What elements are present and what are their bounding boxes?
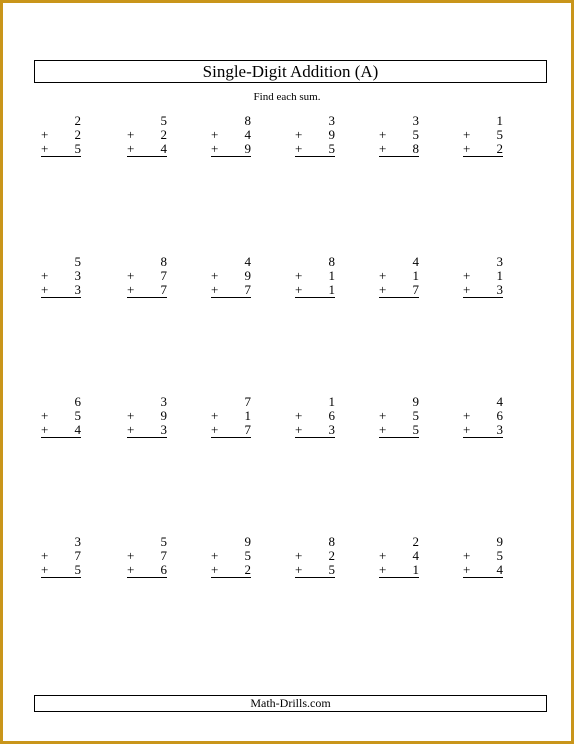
plus-sign: + xyxy=(127,282,135,297)
plus-sign: + xyxy=(463,141,471,156)
addend: 3 xyxy=(496,422,503,437)
addend: 5 xyxy=(496,548,503,563)
addend: 2 xyxy=(412,534,419,549)
addend: 7 xyxy=(160,548,167,563)
addend: 9 xyxy=(244,534,251,549)
addend: 5 xyxy=(74,141,81,156)
plus-sign: + xyxy=(379,408,387,423)
addend: 3 xyxy=(74,268,81,283)
footer-box xyxy=(34,695,547,712)
addend: 1 xyxy=(412,562,419,577)
plus-sign: + xyxy=(211,141,219,156)
addend: 6 xyxy=(160,562,167,577)
addend: 1 xyxy=(412,268,419,283)
addend: 2 xyxy=(244,562,251,577)
problem xyxy=(295,535,335,578)
addend: 3 xyxy=(160,394,167,409)
plus-sign: + xyxy=(463,282,471,297)
addend: 8 xyxy=(160,254,167,269)
addend: 3 xyxy=(74,282,81,297)
addend: 2 xyxy=(160,127,167,142)
addend: 6 xyxy=(496,408,503,423)
addend: 7 xyxy=(74,548,81,563)
addend: 3 xyxy=(328,113,335,128)
addend: 4 xyxy=(74,422,81,437)
worksheet-title-box xyxy=(34,60,547,83)
addend: 7 xyxy=(412,282,419,297)
footer-site: Math-Drills.com xyxy=(250,696,331,710)
addend: 5 xyxy=(74,254,81,269)
plus-sign: + xyxy=(463,408,471,423)
problem xyxy=(295,395,335,438)
plus-sign: + xyxy=(295,408,303,423)
plus-sign: + xyxy=(295,422,303,437)
addend: 2 xyxy=(74,113,81,128)
addend: 5 xyxy=(74,562,81,577)
plus-sign: + xyxy=(379,562,387,577)
plus-sign: + xyxy=(295,268,303,283)
plus-sign: + xyxy=(41,127,49,142)
plus-sign: + xyxy=(463,562,471,577)
addend: 2 xyxy=(328,548,335,563)
problem xyxy=(295,255,335,298)
problem xyxy=(211,255,251,298)
addend: 1 xyxy=(328,394,335,409)
plus-sign: + xyxy=(41,548,49,563)
addend: 5 xyxy=(160,534,167,549)
plus-sign: + xyxy=(379,422,387,437)
plus-sign: + xyxy=(463,422,471,437)
addend: 5 xyxy=(412,422,419,437)
addend: 5 xyxy=(328,562,335,577)
addend: 8 xyxy=(244,113,251,128)
addend: 8 xyxy=(328,534,335,549)
plus-sign: + xyxy=(379,268,387,283)
plus-sign: + xyxy=(127,422,135,437)
plus-sign: + xyxy=(127,562,135,577)
plus-sign: + xyxy=(127,268,135,283)
plus-sign: + xyxy=(127,141,135,156)
addend: 5 xyxy=(160,113,167,128)
plus-sign: + xyxy=(295,562,303,577)
addend: 6 xyxy=(328,408,335,423)
plus-sign: + xyxy=(41,268,49,283)
plus-sign: + xyxy=(127,408,135,423)
problem xyxy=(127,395,167,438)
problem xyxy=(41,255,81,298)
addend: 7 xyxy=(244,422,251,437)
plus-sign: + xyxy=(295,282,303,297)
problem xyxy=(295,114,335,157)
addend: 4 xyxy=(496,562,503,577)
plus-sign: + xyxy=(211,127,219,142)
addend: 1 xyxy=(496,268,503,283)
problem xyxy=(41,114,81,157)
problem xyxy=(41,535,81,578)
addend: 7 xyxy=(244,394,251,409)
addend: 1 xyxy=(496,113,503,128)
plus-sign: + xyxy=(379,141,387,156)
addend: 3 xyxy=(496,282,503,297)
problem xyxy=(127,114,167,157)
addend: 5 xyxy=(328,141,335,156)
problem xyxy=(127,535,167,578)
problem xyxy=(379,395,419,438)
plus-sign: + xyxy=(211,548,219,563)
addend: 9 xyxy=(244,141,251,156)
plus-sign: + xyxy=(41,422,49,437)
addend: 5 xyxy=(412,127,419,142)
problem xyxy=(463,114,503,157)
addend: 7 xyxy=(244,282,251,297)
addend: 5 xyxy=(244,548,251,563)
addend: 1 xyxy=(328,282,335,297)
plus-sign: + xyxy=(211,268,219,283)
addend: 5 xyxy=(496,127,503,142)
addend: 9 xyxy=(496,534,503,549)
problem xyxy=(127,255,167,298)
addend: 3 xyxy=(328,422,335,437)
problem xyxy=(463,535,503,578)
addend: 4 xyxy=(244,254,251,269)
plus-sign: + xyxy=(463,548,471,563)
plus-sign: + xyxy=(41,408,49,423)
plus-sign: + xyxy=(295,548,303,563)
problem xyxy=(41,395,81,438)
instructions: Find each sum. xyxy=(253,91,321,103)
addend: 3 xyxy=(412,113,419,128)
worksheet-title: Single-Digit Addition (A) xyxy=(202,62,379,81)
plus-sign: + xyxy=(211,562,219,577)
addend: 3 xyxy=(160,422,167,437)
problem xyxy=(211,114,251,157)
addend: 6 xyxy=(74,394,81,409)
addend: 9 xyxy=(160,408,167,423)
plus-sign: + xyxy=(211,422,219,437)
addend: 3 xyxy=(74,534,81,549)
plus-sign: + xyxy=(41,562,49,577)
plus-sign: + xyxy=(211,282,219,297)
problem xyxy=(211,535,251,578)
plus-sign: + xyxy=(379,127,387,142)
problem xyxy=(211,395,251,438)
addend: 9 xyxy=(328,127,335,142)
plus-sign: + xyxy=(379,282,387,297)
addend: 3 xyxy=(496,254,503,269)
addend: 4 xyxy=(496,394,503,409)
addend: 2 xyxy=(496,141,503,156)
plus-sign: + xyxy=(295,127,303,142)
addend: 5 xyxy=(74,408,81,423)
addend: 7 xyxy=(160,268,167,283)
plus-sign: + xyxy=(41,282,49,297)
problem xyxy=(463,395,503,438)
plus-sign: + xyxy=(211,408,219,423)
plus-sign: + xyxy=(127,548,135,563)
problem xyxy=(379,255,419,298)
plus-sign: + xyxy=(295,141,303,156)
addend: 1 xyxy=(328,268,335,283)
addend: 4 xyxy=(412,254,419,269)
addend: 5 xyxy=(412,408,419,423)
addend: 2 xyxy=(74,127,81,142)
addend: 9 xyxy=(244,268,251,283)
addend: 4 xyxy=(412,548,419,563)
addend: 1 xyxy=(244,408,251,423)
addend: 4 xyxy=(244,127,251,142)
addend: 9 xyxy=(412,394,419,409)
plus-sign: + xyxy=(41,141,49,156)
problem xyxy=(379,114,419,157)
addend: 7 xyxy=(160,282,167,297)
problem xyxy=(463,255,503,298)
plus-sign: + xyxy=(379,548,387,563)
addend: 4 xyxy=(160,141,167,156)
problem xyxy=(379,535,419,578)
addend: 8 xyxy=(328,254,335,269)
plus-sign: + xyxy=(463,127,471,142)
plus-sign: + xyxy=(463,268,471,283)
addend: 8 xyxy=(412,141,419,156)
plus-sign: + xyxy=(127,127,135,142)
